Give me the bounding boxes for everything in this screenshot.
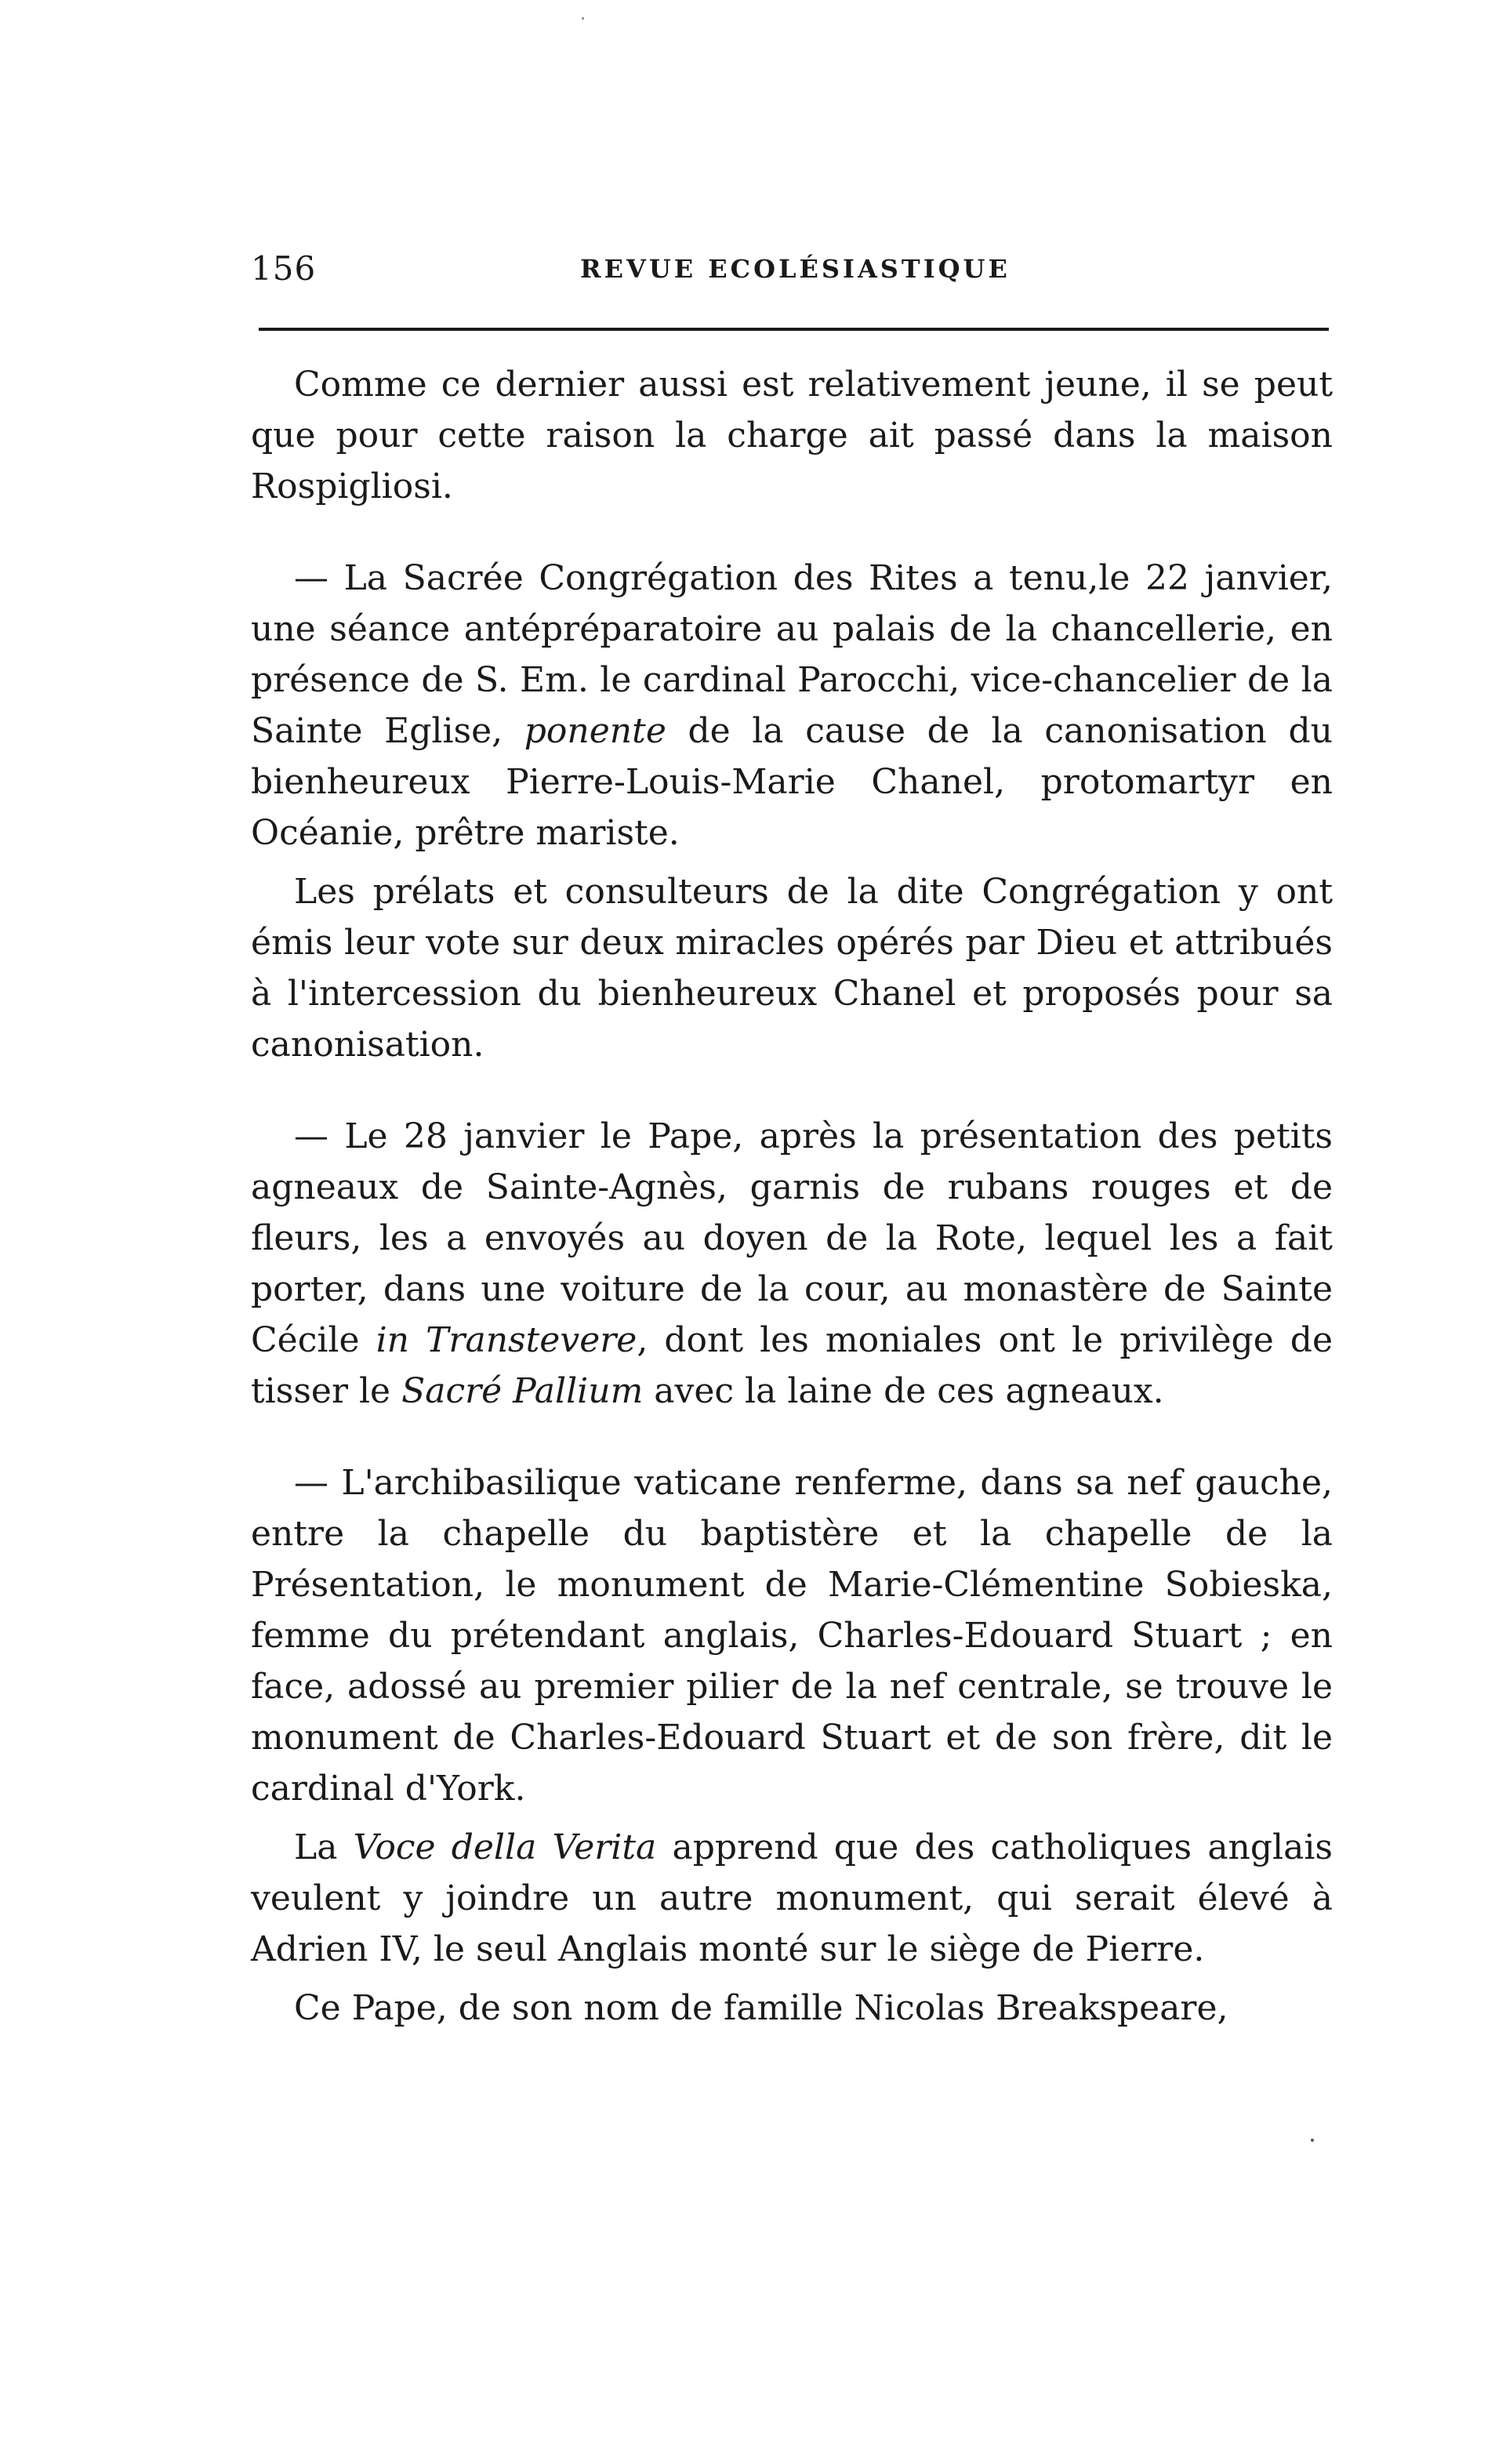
speck-mark	[582, 17, 584, 20]
speck-mark	[1311, 2139, 1314, 2142]
paragraph: — L'archibasilique vaticane renferme, dans sa nef gauche, entre la chapelle du baptistère et la chapelle de la Présentation, le monument de Marie-Clémentine Sobieska, femme du prétendant anglais, Charles-Edouard Stuart ; en face, adossé au premier pilier de la nef centrale, se trouve le monument de Charles-Edouard Stuart et de son frère, dit le cardinal d'York.	[251, 1463, 1333, 1809]
running-title: REVUE ECOLÉSIASTIQUE	[580, 254, 1011, 284]
paragraph: Comme ce dernier aussi est relativement jeune, il se peut que pour cette raison la charge ait passé dans la maison Rospigliosi.	[251, 365, 1333, 506]
body-text	[251, 359, 1333, 2034]
paragraph: Les prélats et consulteurs de la dite Congrégation y ont émis leur vote sur deux miracles opérés par Dieu et attribués à l'intercession du bienheureux Chanel et proposés pour sa canonisation.	[251, 872, 1333, 1065]
paragraph: — La Sacrée Congrégation des Rites a tenu,le 22 janvier, une séance antépréparatoire au palais de la chancellerie, en présence de S. Em. le cardinal Parocchi, vice-chancelier de la Sainte Eglise, ponente de la cause de la canonisation du bienheureux Pierre-Louis-Marie Chanel, protomartyr en Océanie, prêtre mariste.	[251, 558, 1333, 853]
paragraph: — Le 28 janvier le Pape, après la présentation des petits agneaux de Sainte-Agnès, garnis de rubans rouges et de fleurs, les a envoyés au doyen de la Rote, lequel les a fait porter, dans une voiture de la cour, au monastère de Sainte Cécile in Transtevere, dont les moniales ont le privilège de tisser le Sacré Pallium avec la laine de ces agneaux.	[251, 1116, 1333, 1411]
header-rule	[259, 328, 1329, 331]
page-number: 156	[251, 249, 317, 288]
paragraph: Ce Pape, de son nom de famille Nicolas Breakspeare,	[294, 1988, 1228, 2028]
paragraph: La Voce della Verita apprend que des catholiques anglais veulent y joindre un autre monument, qui serait élevé à Adrien IV, le seul Anglais monté sur le siège de Pierre.	[251, 1827, 1334, 1969]
page-header	[251, 249, 1329, 296]
